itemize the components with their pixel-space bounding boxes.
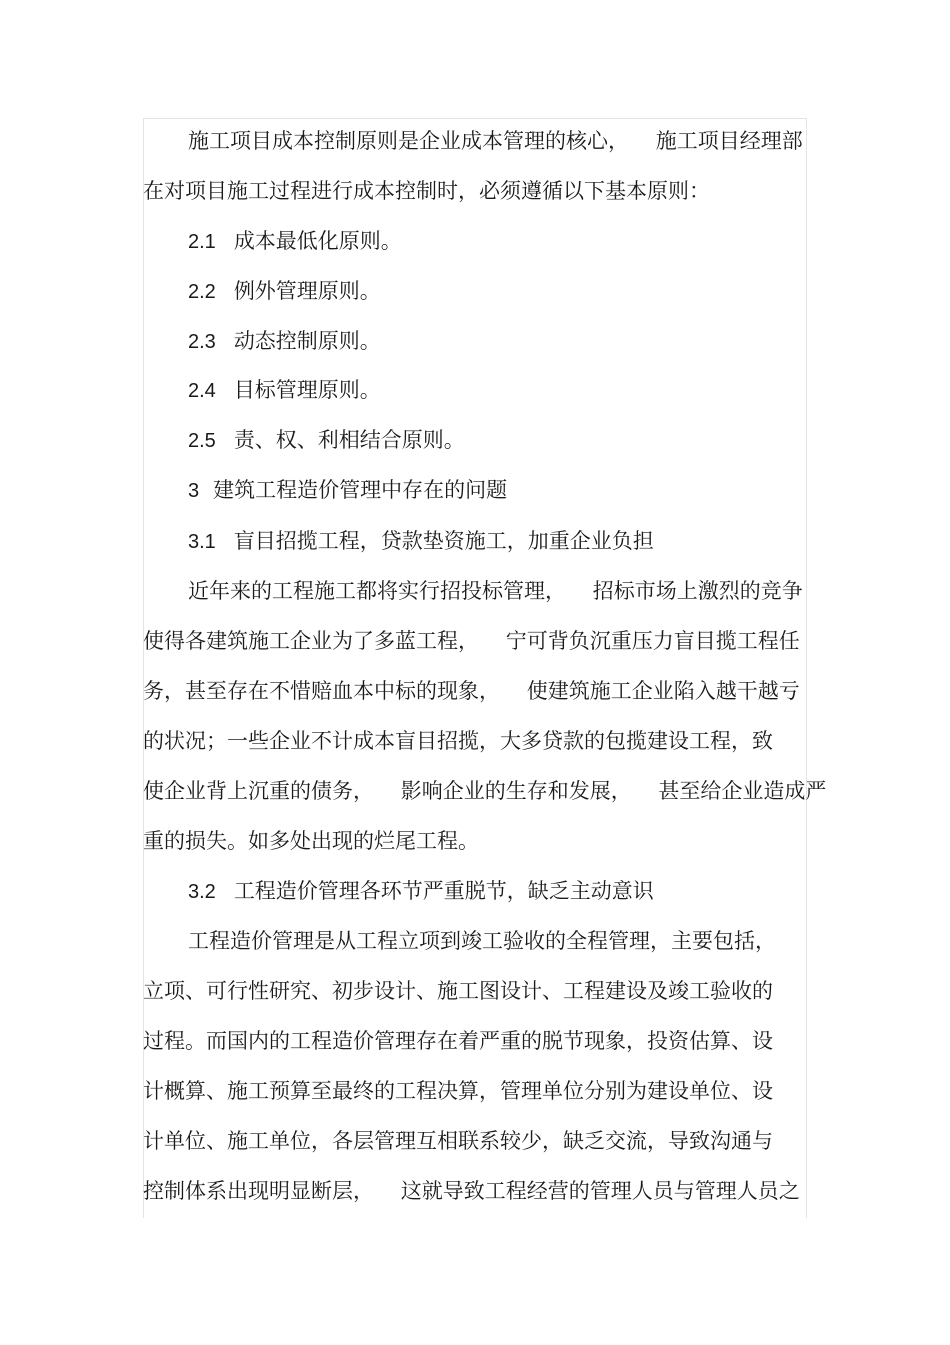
section-title: 建筑工程造价管理中存在的问题: [213, 478, 508, 502]
section-number: 2.4: [188, 380, 216, 402]
section-number: 2.5: [188, 430, 216, 452]
paragraph-line: 施工项目成本控制原则是企业成本管理的核心， 施工项目经理部: [188, 129, 803, 153]
section-number: 3: [188, 480, 200, 502]
section-number: 2.2: [188, 281, 216, 303]
section-number: 2.1: [188, 231, 216, 253]
section-heading-3-2: [188, 876, 654, 906]
section-heading-2-5: [188, 425, 465, 455]
section-heading-3-1: [188, 526, 654, 556]
section-heading-2-2: [188, 276, 381, 306]
section-title: 目标管理原则。: [233, 378, 381, 402]
paragraph-line: 工程造价管理是从工程立项到竣工验收的全程管理，主要包括，: [188, 929, 776, 953]
section-heading-2-1: [188, 226, 402, 256]
section-number: 3.1: [188, 531, 216, 553]
section-heading-2-4: [188, 375, 381, 405]
paragraph-line: 重的损失。如多处出现的烂尾工程。: [143, 829, 479, 853]
paragraph-line: 计概算、施工预算至最终的工程决算，管理单位分别为建设单位、设: [143, 1079, 773, 1103]
section-title: 工程造价管理各环节严重脱节，缺乏主动意识: [233, 879, 654, 903]
section-heading-3: [188, 475, 507, 505]
paragraph-line: 使企业背上沉重的债务， 影响企业的生存和发展， 甚至给企业造成严: [143, 779, 827, 803]
paragraph-line: 务，甚至存在不惜赔血本中标的现象， 使建筑施工企业陷入越干越亏: [143, 679, 800, 703]
paragraph-line: 过程。而国内的工程造价管理存在着严重的脱节现象，投资估算、设: [143, 1029, 773, 1053]
paragraph-line: 近年来的工程施工都将实行招投标管理， 招标市场上激烈的竞争: [188, 579, 803, 603]
section-title: 成本最低化原则。: [233, 229, 402, 253]
section-title: 动态控制原则。: [233, 329, 381, 353]
section-number: 3.2: [188, 881, 216, 903]
paragraph-line: 的状况；一些企业不计成本盲目招揽，大多贷款的包揽建设工程，致: [143, 729, 773, 753]
paragraph-line: 在对项目施工过程进行成本控制时，必须遵循以下基本原则：: [143, 179, 710, 203]
paragraph-line: 控制体系出现明显断层， 这就导致工程经营的管理人员与管理人员之: [143, 1179, 800, 1203]
section-number: 2.3: [188, 331, 216, 353]
section-title: 盲目招揽工程，贷款垫资施工，加重企业负担: [233, 529, 654, 553]
section-title: 例外管理原则。: [233, 279, 381, 303]
paragraph-line: 使得各建筑施工企业为了多蓝工程， 宁可背负沉重压力盲目揽工程任: [143, 629, 800, 653]
paragraph-line: 立项、可行性研究、初步设计、施工图设计、工程建设及竣工验收的: [143, 979, 773, 1003]
paragraph-line: 计单位、施工单位，各层管理互相联系较少，缺乏交流，导致沟通与: [143, 1129, 773, 1153]
section-heading-2-3: [188, 326, 381, 356]
section-title: 责、权、利相结合原则。: [233, 428, 465, 452]
